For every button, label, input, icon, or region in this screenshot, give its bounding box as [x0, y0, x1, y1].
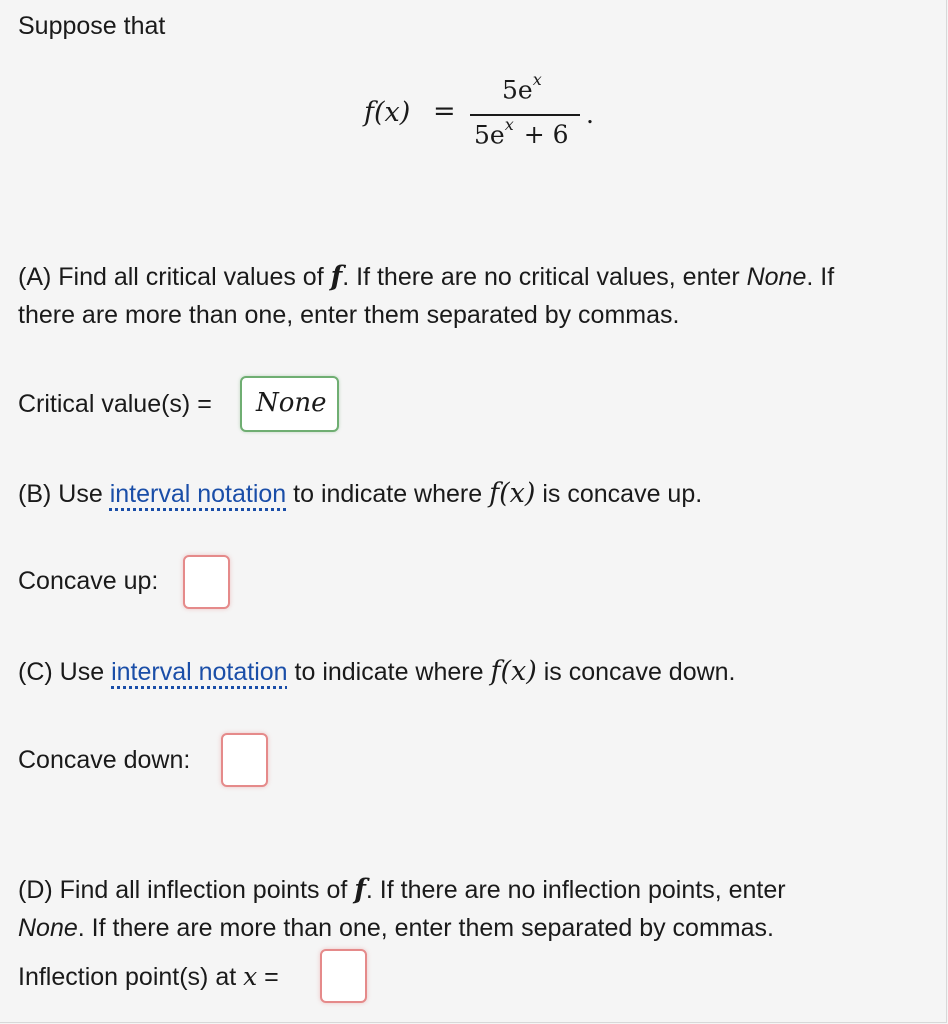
inflection-points-input[interactable] — [320, 949, 367, 1003]
critical-values-input[interactable] — [240, 376, 339, 432]
interval-notation-link[interactable]: interval notation — [109, 480, 287, 508]
partC-question: (C) Use interval notation to indicate where f(x) is concave down. — [18, 656, 736, 687]
fx-expression: f(x) — [489, 478, 536, 509]
fraction-bar — [470, 114, 580, 116]
formula-lhs: f(x) — [364, 97, 411, 128]
critical-values-label: Critical value(s) = — [18, 390, 212, 418]
partA-question-line1: (A) Find all critical values of f. If there are no critical values, enter None. If — [18, 261, 835, 292]
partD-question-line2: None. If there are more than one, enter them separated by commas. — [18, 914, 774, 942]
partD-question-line1: (D) Find all inflection points of f. If there are no inflection points, enter — [18, 874, 786, 905]
formula-numerator: $5e^x$ — [502, 70, 542, 105]
f-variable: f — [354, 874, 366, 905]
f-variable: f — [330, 261, 343, 292]
none-keyword: None — [746, 263, 807, 291]
concave-down-label: Concave down: — [18, 746, 191, 774]
intro-text: Suppose that — [18, 12, 166, 40]
concave-up-input[interactable] — [183, 555, 230, 609]
interval-notation-link[interactable]: interval notation — [111, 658, 288, 686]
formula-denominator: $5e^x + 6$ — [474, 115, 569, 150]
none-keyword: None — [18, 914, 78, 942]
concave-up-label: Concave up: — [18, 567, 159, 595]
inflection-points-label: Inflection point(s) at x = — [18, 962, 279, 991]
partB-question: (B) Use interval notation to indicate where f(x) is concave up. — [18, 478, 703, 509]
fx-expression: f(x) — [490, 656, 537, 687]
concave-down-input[interactable] — [221, 733, 268, 787]
critical-values-answer: None — [256, 388, 327, 418]
partA-question-line2: there are more than one, enter them separated by commas. — [18, 301, 680, 329]
formula-equals: = — [433, 96, 456, 127]
formula-period: . — [586, 100, 594, 129]
